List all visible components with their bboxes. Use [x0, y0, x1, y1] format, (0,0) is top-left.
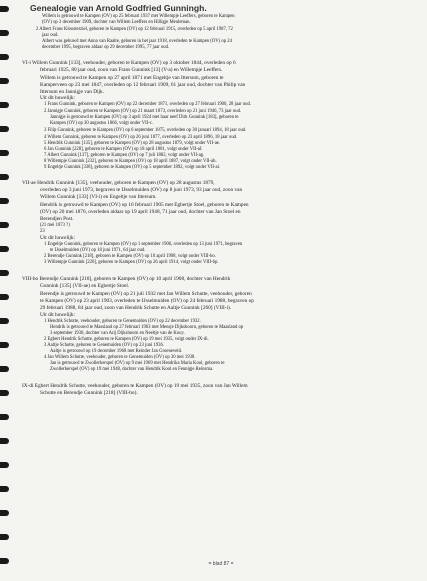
text-line: (OV) op 20 mei 1876, overleden aldaar op 19 april 1948, 71 jaar oud, dochter van Jan Stoel en	[40, 209, 241, 215]
text-line: 7 Albert Gunnink [137], geboren te Kampen (OV) op 7 juli 1882, volgt onder VII-ag.	[44, 153, 205, 158]
text-line: Albert was gehuwd met Anna van Raalte, geboren in het jaar 1918, overleden te Kampen (OV) op 24	[42, 39, 232, 44]
text-line: 6 Jan Gunnink [228], geboren te Kampen (OV) op 18 april 1881, volgt onder VII-af.	[44, 147, 203, 152]
text-line: Schutte en Berendje Gunnink [218] (VIII-bo).	[40, 390, 138, 396]
text-line: Jan is getrouwd te Zwollerkerspel (OV) op 9 mei 1969 met Hendrika Maria Kool, geboren te	[50, 361, 225, 366]
text-line: Hendrik is getrouwd te Massland op 27 februari 1963 met Mensje Dijkshoorn, geboren te Maasland op	[50, 325, 244, 330]
text-line: 4 Willem Gunnink, geboren te Kampen (OV) op 26 juni 1877, overleden op 23 april 1896, 18 jaar oud.	[44, 135, 238, 140]
text-line: 23	[40, 229, 45, 234]
text-line: Willem is getrouwd te Kampen (OV) op 25 februari 1937 met Willempje Leeffers, geboren te Kampen	[42, 14, 235, 19]
text-line: 4 Jan Willem Schutte, veehouder, geboren te Genemuiden (OV) op 30 mei 1938.	[44, 355, 196, 360]
text-line: Uit dit huwelijk:	[40, 312, 76, 318]
text-line: Berendjen Post.	[40, 216, 74, 222]
spiral-binding	[0, 0, 9, 581]
text-line: te Kampen (OV) op 23 april 1903, overleden te IJsselmuiden (OV) op 24 februari 1988, begraven op	[40, 298, 254, 304]
text-line: Ittersum en Jannigje van Dijk.	[40, 89, 104, 95]
text-line: jaar oud.	[42, 33, 59, 38]
text-line: VI-i Willem Gunnink [133], veehouder, geboren te Kampen (OV) op 3 oktober 1844, overleden op 6	[22, 60, 236, 66]
text-line: overleden op 3 juni 1973, begraven te IJsselmuiden (OV) op 8 juni 1973, 93 jaar oud, zoon van	[40, 187, 243, 193]
text-line: Willem is getrouwd te Kampen op 27 april 1871 met Engeltje van Ittersum, geboren te	[40, 75, 224, 81]
text-line: 5 Hendrik Gunnink [135], geboren te Kampen (OV) op 28 augustus 1879, volgt onder VII-ae.	[44, 141, 221, 146]
text-line: 1 Hendrik Schutte, veehouder, geboren te Genemuiden (OV) op 22 december 1932.	[44, 319, 201, 324]
text-line: Gunnink [135] (VII-ae) en Egbertje Stoel.	[40, 283, 130, 289]
text-line: 1 Frans Gunnink, geboren te Kampen (OV) op 22 december 1871, overleden op 27 februari 1900, 28 jaar oud.	[44, 102, 251, 107]
text-line: te IJsselmuiden (OV) op 18 juni 1971, 64 jaar oud.	[50, 248, 146, 253]
page-number: = blad 87 =	[208, 561, 234, 567]
text-line: 2 Albert Frans Kloosterziel, geboren te Kampen (OV) op 12 februari 1915, overleden op 5 april 1987, 72	[36, 27, 233, 32]
text-line: (21 mei 1873 ?)	[40, 223, 70, 228]
text-line: 9 Engeltje Gunnink [338], geboren te Kampen (OV) op 5 september 1892, volgt onder VII-ai.	[44, 165, 221, 170]
text-line: 8 Willempje Gunnink [232], geboren te Kampen (OV) op 18 april 1887, volgt onder VII-ah.	[44, 159, 217, 164]
text-line: Uit dit huwelijk:	[40, 95, 76, 101]
text-line: Zwollerkerspel (OV) op 19 mei 1948, dochter van Hendrik Kool en Fennigje Reinsma.	[50, 367, 214, 372]
text-line: Uit dit huwelijk:	[40, 235, 76, 241]
text-line: 3 september 1930, dochter van Arij Dijkshoorn en Neeltje van de Kooy.	[50, 331, 185, 336]
text-line: Willem Gunnink [133] (VI-i) en Engeltje van Ittersum.	[40, 194, 157, 200]
text-line: Kampen (OV) op 30 augustus 1866, volgt onder VII-c.	[50, 121, 154, 126]
text-line: VIII-bo Berendje Gunnink [218], geboren te Kampen (OV) op 10 april 1908, dochter van Hendrik	[22, 276, 231, 282]
text-line: februari 1925, 80 jaar oud, zoon van Frans Gunnink [13] (V-a) en Willempje Leeffers.	[40, 67, 223, 73]
text-line: Jannigje is getrouwd te Kampen (OV) op 3 april 1924 met haar neef Dirk Gunnink [183], geboren te	[50, 115, 239, 120]
text-line: Berendje is getrouwd te Kampen (OV) op 21 juli 1932 met Jan Willem Schutte, veehouder, geboren	[40, 291, 252, 297]
text-line: (OV) op 3 december 1909, dochter van Willem Leeffers en Hilligje Meuleman.	[42, 20, 191, 25]
text-line: 3 Aaltje Schutte, geboren te Genemuiden (OV) op 23 juni 1936.	[44, 343, 165, 348]
text-line: VII-ae Hendrik Gunnink [135], veehouder, geboren te Kampen (OV) op 28 augustus 1879,	[22, 180, 215, 186]
text-line: 2 Berendje Gunnink [218], geboren te Kampen (OV) op 10 april 1908, volgt onder VIII-bo.	[44, 254, 216, 259]
text-line: 3 Filip Gunnink, geboren te Kampen (OV) op 6 september 1875, overleden op 30 januari 1894, 18 jaar oud.	[44, 128, 247, 133]
text-line: 29 februari 1988, 84 jaar oud, zoon van Hendrik Schutte en Aaltje Gunnink [260] (VIII-i).	[40, 305, 232, 311]
text-line: december 1995, begraven aldaar op 29 december 1995, 77 jaar oud.	[42, 45, 170, 50]
page-header: Genealogie van Arnold Godfried Gunningh.	[30, 3, 207, 13]
page-content	[22, 0, 420, 581]
text-line: 2 Jannigje Gunnink, geboren te Kampen (OV) op 21 maart 1873, overleden op 21 juni 1946, 73 jaar oud.	[44, 109, 242, 114]
text-line: Hendrik is getrouwd te Kampen (OV) op 16 februari 1905 met Egbertje Stoel, geboren te Kampen	[40, 202, 249, 208]
text-line: Aaltje is getrouwd op 19 december 1968 met Reinder Jan Groeneveld.	[50, 349, 183, 354]
text-line: 3 Willempje Gunnink [220], geboren te Kampen (OV) op 26 april 1914, volgt onder VIII-bp.	[44, 260, 219, 265]
text-line: 2 Egbert Hendrik Schutte, geboren te Kampen (OV) op 19 mei 1935, volgt onder IX-di.	[44, 337, 209, 342]
text-line: 1 Engeltje Gunnink, geboren te Kampen (OV) op 1 september 1906, overleden op 13 juni 1971, begraven	[44, 242, 243, 247]
text-line: Kamperveen op 23 mei 1847, overleden op 12 februari 1909, 61 jaar oud, dochter van Philip van	[40, 82, 246, 88]
text-line: IX-di Egbert Hendrik Schutte, veehouder, geboren te Kampen (OV) op 19 mei 1935, zoon van Jan Willem	[22, 383, 248, 389]
